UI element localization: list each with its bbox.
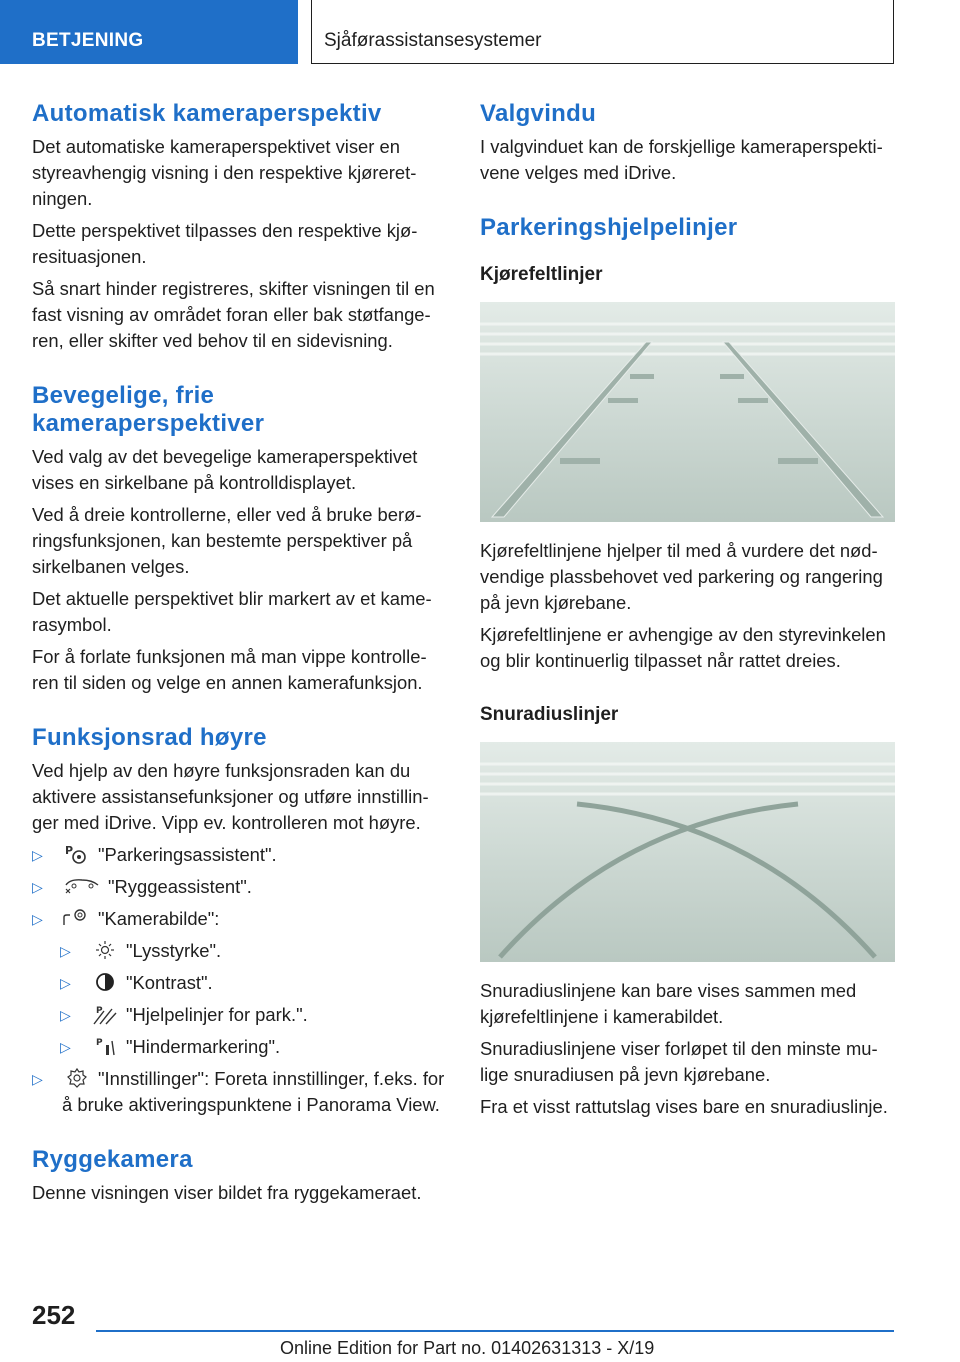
chapter-header [311, 0, 894, 64]
paragraph: Denne visningen viser bildet fra ryggekameraet. [32, 1182, 422, 1203]
paragraph: Fra et visst rattutslag vises bare en snuradiuslinje. [480, 1096, 888, 1117]
lane-lines-illustration [480, 302, 895, 522]
heading-free-perspectives: Bevegelige, frie kameraperspektiver [32, 382, 265, 437]
obstacle-marking-icon [90, 1035, 120, 1057]
reversing-assistant-icon [62, 875, 102, 897]
brightness-icon [90, 939, 120, 961]
gear-icon [62, 1067, 92, 1089]
svg-text:P: P [96, 1006, 103, 1016]
paragraph: Det automatiske kameraperspektivet viser en styreavhengig visning i den respektive kjøreretningen. [32, 136, 417, 209]
parking-assistant-icon [62, 843, 92, 865]
bullet-triangle-icon: ▷ [32, 1071, 43, 1087]
bullet-triangle-icon: ▷ [60, 1007, 71, 1023]
footer-edition: Online Edition for Part no. 01402631313 - X/19 [280, 1338, 655, 1358]
heading-turning-radius-lines: Snuradiuslinjer [480, 704, 619, 725]
right-column [480, 100, 895, 1126]
list-item: ▷ "Lysstyrke". [32, 938, 447, 964]
left-column [32, 100, 447, 1212]
heading-rear-camera: Ryggekamera [32, 1146, 193, 1173]
list-item: ▷ P "Parkeringsassistent". [32, 842, 447, 868]
bullet-triangle-icon: ▷ [60, 943, 71, 959]
footer-divider [96, 1330, 894, 1332]
svg-text:P: P [96, 1038, 103, 1048]
heading-function-bar-right: Funksjonsrad høyre [32, 724, 267, 751]
paragraph: Kjørefeltlinjene hjelper til med å vurdere det nødvendige plassbehovet ved parkering og rangering på jevn kjørebane. [480, 540, 883, 613]
section-label: BETJENING [32, 30, 144, 51]
paragraph: Det aktuelle perspektivet blir markert av et kamerasymbol. [32, 588, 432, 635]
bullet-triangle-icon: ▷ [32, 847, 43, 863]
camera-image-sublist [32, 938, 447, 1060]
paragraph: For å forlate funksjonen må man vippe kontrolleren til siden og velge en annen kamerafunksjon. [32, 646, 427, 693]
list-item: ▷ "Kamerabilde": ▷ "Lysstyrke". ▷ "Kontrast". ▷ P "Hjelpelinjer for park.". ▷ P "Hindermarkering". [32, 906, 447, 1060]
paragraph: Dette perspektivet tilpasses den respektive kjøresituasjonen. [32, 220, 418, 267]
bullet-triangle-icon: ▷ [60, 975, 71, 991]
chapter-label: Sjåførassistansesystemer [324, 30, 542, 51]
list-item: ▷ "Ryggeassistent". [32, 874, 447, 900]
page-number: 252 [32, 1300, 76, 1330]
bullet-triangle-icon: ▷ [32, 911, 43, 927]
svg-text:P: P [65, 844, 74, 857]
paragraph: Snuradiuslinjene kan bare vises sammen med kjørefeltlinjene i kamerabildet. [480, 980, 857, 1027]
paragraph: Så snart hinder registreres, skifter visningen til en fast visning av området foran eller bak støtfangeren, eller skifter ved behov til en sidevisning. [32, 278, 435, 351]
list-item: ▷ P "Hindermarkering". [32, 1034, 447, 1060]
camera-image-icon [62, 907, 92, 929]
paragraph: Kjørefeltlinjene er avhengige av den styrevinkelen og blir kontinuerlig tilpasset når rattet dreies. [480, 624, 886, 671]
turning-radius-illustration [480, 742, 895, 962]
bullet-triangle-icon: ▷ [32, 879, 43, 895]
bullet-triangle-icon: ▷ [60, 1039, 71, 1055]
list-item: ▷ P "Hjelpelinjer for park.". [32, 1002, 447, 1028]
heading-lane-lines: Kjørefeltlinjer [480, 264, 603, 285]
parking-lines-icon [90, 1003, 120, 1025]
list-item: ▷ "Innstillinger": Foreta innstillinger, f.eks. for å bruke aktiveringspunktene i Panorama View. [32, 1068, 445, 1115]
heading-automatic-perspective: Automatisk kameraperspektiv [32, 100, 382, 127]
paragraph: Ved valg av det bevegelige kameraperspektivet vises en sirkelbane på kontrolldisplayet. [32, 446, 418, 493]
function-list [32, 842, 447, 1118]
heading-parking-aid-lines: Parkeringshjelpelinjer [480, 214, 738, 241]
list-item: ▷ "Kontrast". [32, 970, 447, 996]
section-tab [0, 0, 298, 64]
paragraph: I valgvinduet kan de forskjellige kameraperspektivene velges med iDrive. [480, 136, 883, 183]
heading-selection-window: Valgvindu [480, 100, 597, 127]
paragraph: Ved hjelp av den høyre funksjonsraden kan du aktivere assistansefunksjoner og utføre innstillinger med iDrive. Vipp ev. kontrolleren mot høyre. [32, 760, 429, 833]
paragraph: Snuradiuslinjene viser forløpet til den minste mulige snuradiusen på jevn kjørebane. [480, 1038, 878, 1085]
paragraph: Ved å dreie kontrollerne, eller ved å bruke berøringsfunksjonen, kan bestemte perspektiver på sirkelbanen velges. [32, 504, 422, 577]
contrast-icon [90, 971, 120, 993]
